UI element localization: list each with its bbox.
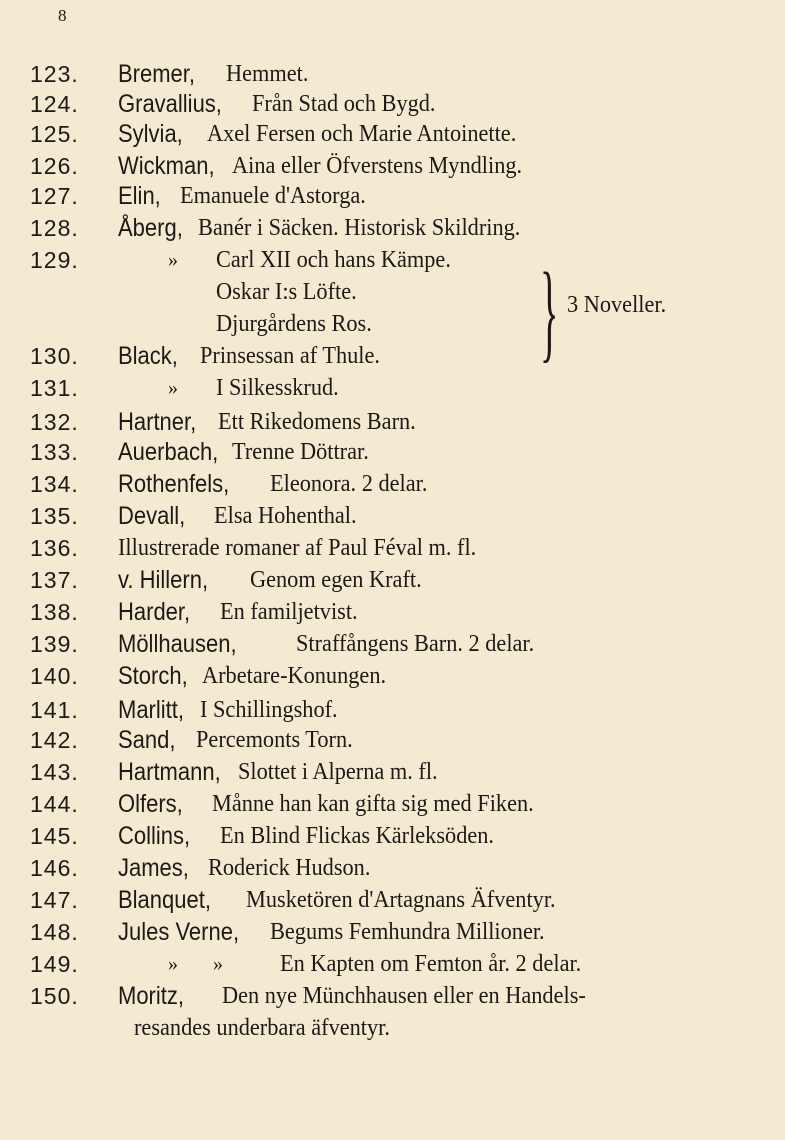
entry-author: Gravallius,	[118, 90, 222, 118]
entry-author: v. Hillern,	[118, 566, 209, 594]
entry-title: Elsa Hohenthal.	[214, 503, 357, 529]
entry-title: Percemonts Torn.	[196, 727, 353, 753]
list-item	[0, 1012, 785, 1044]
entry-title: Djurgårdens Ros.	[216, 311, 372, 337]
list-item	[0, 916, 785, 948]
entry-title: Ett Rikedomens Barn.	[218, 409, 416, 435]
entry-title: Straffångens Barn. 2 delar.	[296, 631, 535, 657]
entry-number: 142.	[30, 727, 79, 753]
entry-number: 130.	[30, 343, 79, 369]
entry-number: 123.	[30, 61, 79, 87]
entry-author: Blanquet,	[118, 886, 211, 914]
entry-number: 149.	[30, 951, 79, 977]
entry-author: Devall,	[118, 502, 186, 530]
list-item	[0, 756, 785, 788]
entry-author: Moritz,	[118, 982, 184, 1010]
entry-title: I Schillingshof.	[200, 697, 338, 723]
list-item	[0, 58, 785, 90]
entry-author: Auerbach,	[118, 438, 219, 466]
entry-number: 127.	[30, 183, 79, 209]
list-item	[0, 244, 785, 276]
entry-number: 144.	[30, 791, 79, 817]
entry-author: James,	[118, 854, 189, 882]
entry-title: En Blind Flickas Kärleksöden.	[220, 823, 495, 849]
list-item	[0, 276, 785, 308]
entry-number: 139.	[30, 631, 79, 657]
entry-number: 143.	[30, 759, 79, 785]
entry-title: Oskar I:s Löfte.	[216, 279, 357, 305]
entry-author: Hartmann,	[118, 758, 221, 786]
list-item	[0, 180, 785, 212]
entry-number: 135.	[30, 503, 79, 529]
entry-title: Carl XII och hans Kämpe.	[216, 247, 451, 273]
entry-title: Prinsessan af Thule.	[200, 343, 380, 369]
entry-number: 134.	[30, 471, 79, 497]
entry-author: Möllhausen,	[118, 630, 237, 658]
entry-title: Eleonora. 2 delar.	[270, 471, 428, 497]
bracket-note: 3 Noveller.	[567, 292, 667, 318]
list-item	[0, 884, 785, 916]
ditto-mark: » »	[168, 953, 223, 975]
entry-number: 128.	[30, 215, 79, 241]
entry-number: 125.	[30, 121, 79, 147]
entry-title: Slottet i Alperna m. fl.	[238, 759, 438, 785]
list-item	[0, 724, 785, 756]
entry-author: Sand,	[118, 726, 176, 754]
entry-title: En Kapten om Femton år. 2 delar.	[280, 951, 582, 977]
entry-number: 148.	[30, 919, 79, 945]
list-item	[0, 852, 785, 884]
entry-number: 126.	[30, 153, 79, 179]
entry-author: Wickman,	[118, 152, 215, 180]
list-item	[0, 468, 785, 500]
entry-number: 150.	[30, 983, 79, 1009]
curly-brace: }	[540, 250, 559, 372]
entry-number: 147.	[30, 887, 79, 913]
page-number: 8	[58, 6, 67, 25]
list-item	[0, 340, 785, 372]
list-item	[0, 564, 785, 596]
entry-author: Hartner,	[118, 408, 197, 436]
entry-title: Arbetare-Konungen.	[202, 663, 387, 689]
entry-title: Aina eller Öfverstens Myndling.	[232, 153, 523, 179]
list-item	[0, 406, 785, 438]
entry-number: 146.	[30, 855, 79, 881]
entry-number: 141.	[30, 697, 79, 723]
list-item	[0, 118, 785, 150]
entry-title: Axel Fersen och Marie Antoinette.	[207, 121, 517, 147]
entry-number: 138.	[30, 599, 79, 625]
list-item	[0, 308, 785, 340]
list-item	[0, 436, 785, 468]
entry-title: Genom egen Kraft.	[250, 567, 422, 593]
list-item	[0, 150, 785, 182]
entry-title: Illustrerade romaner af Paul Féval m. fl.	[118, 535, 477, 561]
entry-author: Åberg,	[118, 214, 183, 242]
list-item	[0, 660, 785, 692]
entry-number: 132.	[30, 409, 79, 435]
entry-title: Roderick Hudson.	[208, 855, 371, 881]
entry-number: 136.	[30, 535, 79, 561]
entry-number: 129.	[30, 247, 79, 273]
ditto-mark: »	[168, 249, 178, 271]
entry-author: Rothenfels,	[118, 470, 230, 498]
entry-author: Sylvia,	[118, 120, 183, 148]
entry-number: 137.	[30, 567, 79, 593]
entry-title: Musketören d'Artagnans Äfventyr.	[246, 887, 556, 913]
list-item	[0, 788, 785, 820]
entry-title: En familjetvist.	[220, 599, 358, 625]
entry-number: 124.	[30, 91, 79, 117]
entry-number: 140.	[30, 663, 79, 689]
entry-author: Elin,	[118, 182, 161, 210]
entry-number: 133.	[30, 439, 79, 465]
entry-author: Storch,	[118, 662, 188, 690]
list-item	[0, 694, 785, 726]
list-item	[0, 372, 785, 404]
entry-title: I Silkesskrud.	[216, 375, 339, 401]
list-item	[0, 628, 785, 660]
entry-author: Black,	[118, 342, 178, 370]
list-item	[0, 88, 785, 120]
entry-title: Trenne Döttrar.	[232, 439, 369, 465]
entry-author: Olfers,	[118, 790, 183, 818]
entry-author: Marlitt,	[118, 696, 184, 724]
entry-author: Collins,	[118, 822, 191, 850]
list-item	[0, 948, 785, 980]
entry-title: Banér i Säcken. Historisk Skildring.	[198, 215, 521, 241]
list-item	[0, 532, 785, 564]
list-item	[0, 980, 785, 1012]
entry-title: Begums Femhundra Millioner.	[270, 919, 545, 945]
entry-author: Bremer,	[118, 60, 196, 88]
entry-title: Hemmet.	[226, 61, 309, 87]
entry-title: Emanuele d'Astorga.	[180, 183, 366, 209]
list-item	[0, 500, 785, 532]
list-item	[0, 212, 785, 244]
entry-number: 131.	[30, 375, 79, 401]
entry-author: Jules Verne,	[118, 918, 240, 946]
entry-title: resandes underbara äfventyr.	[134, 1015, 390, 1041]
entry-number: 145.	[30, 823, 79, 849]
entry-title: Från Stad och Bygd.	[252, 91, 436, 117]
entry-title: Månne han kan gifta sig med Fiken.	[212, 791, 534, 817]
entry-title: Den nye Münchhausen eller en Handels-	[222, 983, 586, 1009]
entry-author: Harder,	[118, 598, 191, 626]
ditto-mark: »	[168, 377, 178, 399]
list-item	[0, 820, 785, 852]
list-item	[0, 596, 785, 628]
